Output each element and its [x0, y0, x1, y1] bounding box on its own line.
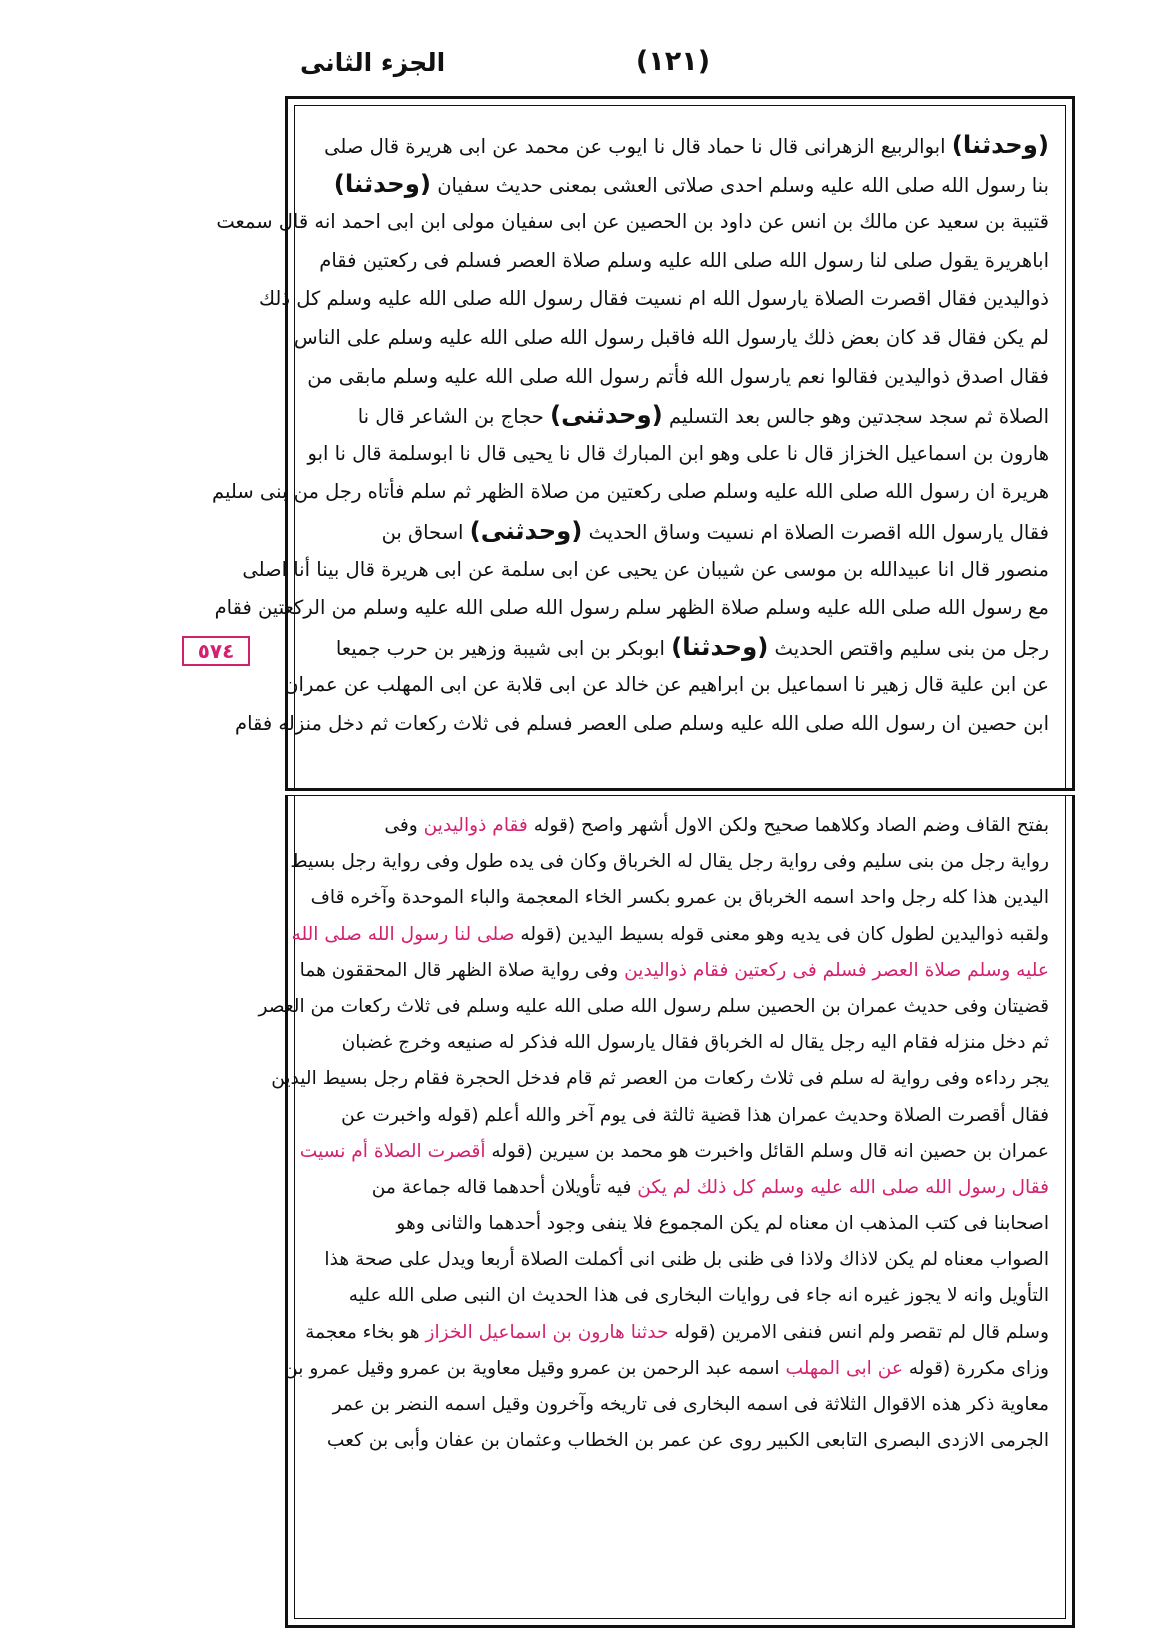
commentary-line — [310, 880, 1049, 916]
text-segment: منصور قال انا عبيدالله بن موسى عن شيبان عن يحيى عن ابى سلمة عن ابى هريرة قال بينا أنا اصلى — [242, 557, 1049, 581]
highlighted-quote: عليه وسلم صلاة العصر فسلم فى ركعتين فقام ذواليدين — [624, 959, 1049, 981]
commentary-line — [299, 953, 1049, 989]
text-segment: اسمه عبد الرحمن بن عمرو وقيل معاوية بن عمرو وقيل عمرو بن — [284, 1357, 786, 1379]
text-segment: وفى رواية صلاة الظهر قال المحققون هما — [299, 959, 625, 981]
text-segment: فقال أقصرت الصلاة وحديث عمران هذا قضية ثالثة فى يوم آخر والله أعلم (قوله واخبرت عن — [341, 1104, 1049, 1126]
narration-heading: (وحدثنا) — [671, 631, 769, 661]
text-segment: فقال اصدق ذواليدين فقالوا نعم يارسول الله فأتم رسول الله صلى الله عليه وسلم مابقى من — [307, 364, 1049, 388]
text-segment: قضيتان وفى حديث عمران بن الحصين سلم رسول الله صلى الله عليه وسلم فى ثلاث ركعات من العصر — [258, 995, 1049, 1017]
highlighted-quote: فقام ذواليدين — [423, 815, 528, 836]
commentary-line — [314, 1387, 1049, 1423]
text-segment: عن ابن علية قال زهير نا اسماعيل بن ابراهيم عن خالد عن ابى قلابة عن ابى المهلب عن عمران — [284, 673, 1049, 697]
text-segment: ابوالربيع الزهرانى قال نا حماد قال نا ايوب عن محمد عن ابى هريرة قال صلى — [324, 135, 952, 158]
text-segment: الصلاة ثم سجد سجدتين وهو جالس بعد التسليم — [662, 405, 1049, 429]
commentary-line — [314, 1098, 1049, 1134]
hadith-line — [235, 705, 1049, 744]
highlighted-quote: فقال رسول الله صلى الله عليه وسلم كل ذلك لم يكن — [637, 1176, 1049, 1198]
hadith-line — [307, 358, 1049, 397]
hadith-line — [216, 203, 1049, 242]
text-segment: هارون بن اسماعيل الخزاز قال نا على وهو ابن المبارك قال نا يحيى قال نا ابوسلمة قال نا ابو — [307, 441, 1049, 465]
text-segment: هريرة ان رسول الله صلى الله عليه وسلم صلى ركعتين من صلاة الظهر ثم سلم فأتاه رجل من بنى سليم — [212, 480, 1049, 504]
text-segment: ثم دخل منزله فقام اليه رجل يقال له الخرباق فقال يارسول الله فذكر له صنيعه وخرج غضبان — [341, 1032, 1049, 1054]
text-segment: ابوبكر بن ابى شيبة وزهير بن حرب جميعا — [335, 636, 672, 660]
commentary-line — [284, 1351, 1049, 1387]
commentary-text — [258, 808, 1049, 1459]
text-segment: رجل من بنى سليم واقتص الحديث — [768, 636, 1049, 660]
text-segment: عمران بن حصين انه قال وسلم القائل واخبرت هو محمد بن سيرين (قوله — [485, 1140, 1049, 1162]
hadith-line — [214, 589, 1049, 628]
commentary-line — [314, 1025, 1049, 1061]
commentary-line — [299, 1134, 1049, 1170]
hadith-line — [293, 319, 1049, 358]
text-segment: اباهريرة يقول صلى لنا رسول الله صلى الله عليه وسلم صلاة العصر فسلم فى ركعتين فقام — [319, 248, 1049, 272]
text-segment: وفى — [384, 815, 424, 836]
commentary-line — [314, 1170, 1049, 1206]
text-segment: بفتح القاف وضم الصاد وكلاهما صحيح ولكن الاول أشهر واصح (قوله — [527, 815, 1049, 836]
text-segment: لم يكن فقال قد كان بعض ذلك يارسول الله فاقبل رسول الله صلى الله عليه وسلم على الناس — [293, 325, 1049, 349]
hadith-line — [314, 396, 1049, 435]
text-segment: رواية رجل من بنى سليم وفى رواية رجل يقال له الخرباق وكان فى يده طول وفى رواية رجل بسيط — [290, 851, 1049, 873]
text-segment: معاوية ذكر هذه الاقوال الثلاثة فى اسمه البخارى فى تاريخه وآخرون وقيل اسمه النضر بن عمر — [332, 1394, 1049, 1415]
hadith-line — [314, 126, 1049, 165]
text-segment: هو بخاء معجمة — [305, 1321, 426, 1343]
text-segment: الصواب معناه لم يكن لاذاك ولاذا فى ظنى بل ظنى انى أكملت الصلاة أربعا ويدل على صحة هذا — [324, 1249, 1049, 1271]
hadith-line — [314, 165, 1049, 204]
text-segment: اصحابنا فى كتب المذهب ان معناه لم يكن المجموع فلا ينفى وجود أحدهما والثانى وهو — [396, 1213, 1049, 1235]
text-segment: الجرمى الازدى البصرى التابعى الكبير روى عن عمر بن الخطاب وعثمان بن عفان وأبى بن كعب — [326, 1430, 1049, 1452]
text-segment: ابن حصين ان رسول الله صلى الله عليه وسلم صلى العصر فسلم فى ثلاث ركعات ثم دخل منزله فقام — [235, 711, 1049, 735]
text-segment: وزاى مكررة (قوله — [903, 1357, 1049, 1379]
hadith-line — [314, 628, 1049, 667]
text-segment: فيه تأويلان أحدهما قاله جماعة من — [371, 1176, 638, 1198]
hadith-line — [212, 473, 1049, 512]
commentary-line — [314, 1278, 1049, 1314]
text-segment: اليدين هذا كله رجل واحد اسمه الخرباق بن عمرو بكسر الخاء المعجمة والباء الموحدة وآخره قاف — [310, 887, 1049, 909]
highlighted-quote: صلى لنا رسول الله صلى الله — [291, 923, 515, 945]
page-number: (١٢١) — [635, 46, 711, 77]
text-segment: اسحاق بن — [381, 520, 470, 544]
hadith-number-badge: ٥٧٤ — [182, 636, 250, 666]
hadith-line — [258, 280, 1049, 319]
text-segment: يجر رداءه وفى رواية له سلم فى ثلاث ركعات من العصر ثم قام فدخل الحجرة فقام رجل بسيط اليدين — [271, 1068, 1049, 1090]
narration-heading: (وحدثنى) — [550, 400, 663, 430]
text-segment: التأويل وانه لا يجوز غيره انه جاء فى روايات البخارى فى هذا الحديث ان النبى صلى الله عليه — [348, 1285, 1049, 1307]
commentary-line — [271, 1061, 1049, 1097]
commentary-line — [258, 989, 1049, 1025]
commentary-line — [305, 1315, 1049, 1351]
text-segment: قتيبة بن سعيد عن مالك بن انس عن داود بن الحصين عن ابى سفيان مولى ابن ابى احمد انه قال سمعت — [216, 210, 1049, 234]
text-segment: وسلم قال لم تقصر ولم انس فنفى الامرين (قوله — [668, 1321, 1049, 1343]
commentary-line — [314, 1206, 1049, 1242]
highlighted-quote: حدثنا هارون بن اسماعيل الخزاز — [425, 1321, 669, 1343]
hadith-line — [307, 435, 1049, 474]
hadith-line — [284, 666, 1049, 705]
commentary-line — [314, 808, 1049, 844]
hadith-line — [314, 512, 1049, 551]
commentary-line — [314, 1423, 1049, 1459]
text-segment: ولقبه ذواليدين لطول كان فى يديه وهو معنى قوله بسيط اليدين (قوله — [514, 923, 1049, 945]
part-title: الجزء الثانى — [300, 48, 446, 77]
hadith-line — [242, 551, 1049, 590]
text-segment: فقال يارسول الله اقصرت الصلاة ام نسيت وساق الحديث — [582, 520, 1049, 544]
narration-heading: (وحدثنى) — [469, 515, 583, 545]
text-segment: ذواليدين فقال اقصرت الصلاة يارسول الله ام نسيت فقال رسول الله صلى الله عليه وسلم كل ذلك — [258, 287, 1049, 311]
commentary-line — [291, 917, 1049, 953]
commentary-line — [290, 844, 1049, 880]
narration-heading: (وحدثنا) — [951, 130, 1049, 159]
section-divider — [285, 788, 1075, 796]
narration-heading: (وحدثنا) — [333, 168, 432, 198]
text-segment: مع رسول الله صلى الله عليه وسلم صلاة الظهر سلم رسول الله صلى الله عليه وسلم من الركعتين فقام — [214, 596, 1049, 620]
text-segment: حجاج بن الشاعر قال نا — [357, 405, 551, 429]
text-segment: بنا رسول الله صلى الله عليه وسلم احدى صلاتى العشى بمعنى حديث سفيان — [431, 173, 1049, 197]
commentary-line — [314, 1242, 1049, 1278]
hadith-line — [314, 242, 1049, 281]
highlighted-quote: أقصرت الصلاة أم نسيت — [299, 1140, 486, 1162]
highlighted-quote: عن ابى المهلب — [785, 1357, 903, 1379]
